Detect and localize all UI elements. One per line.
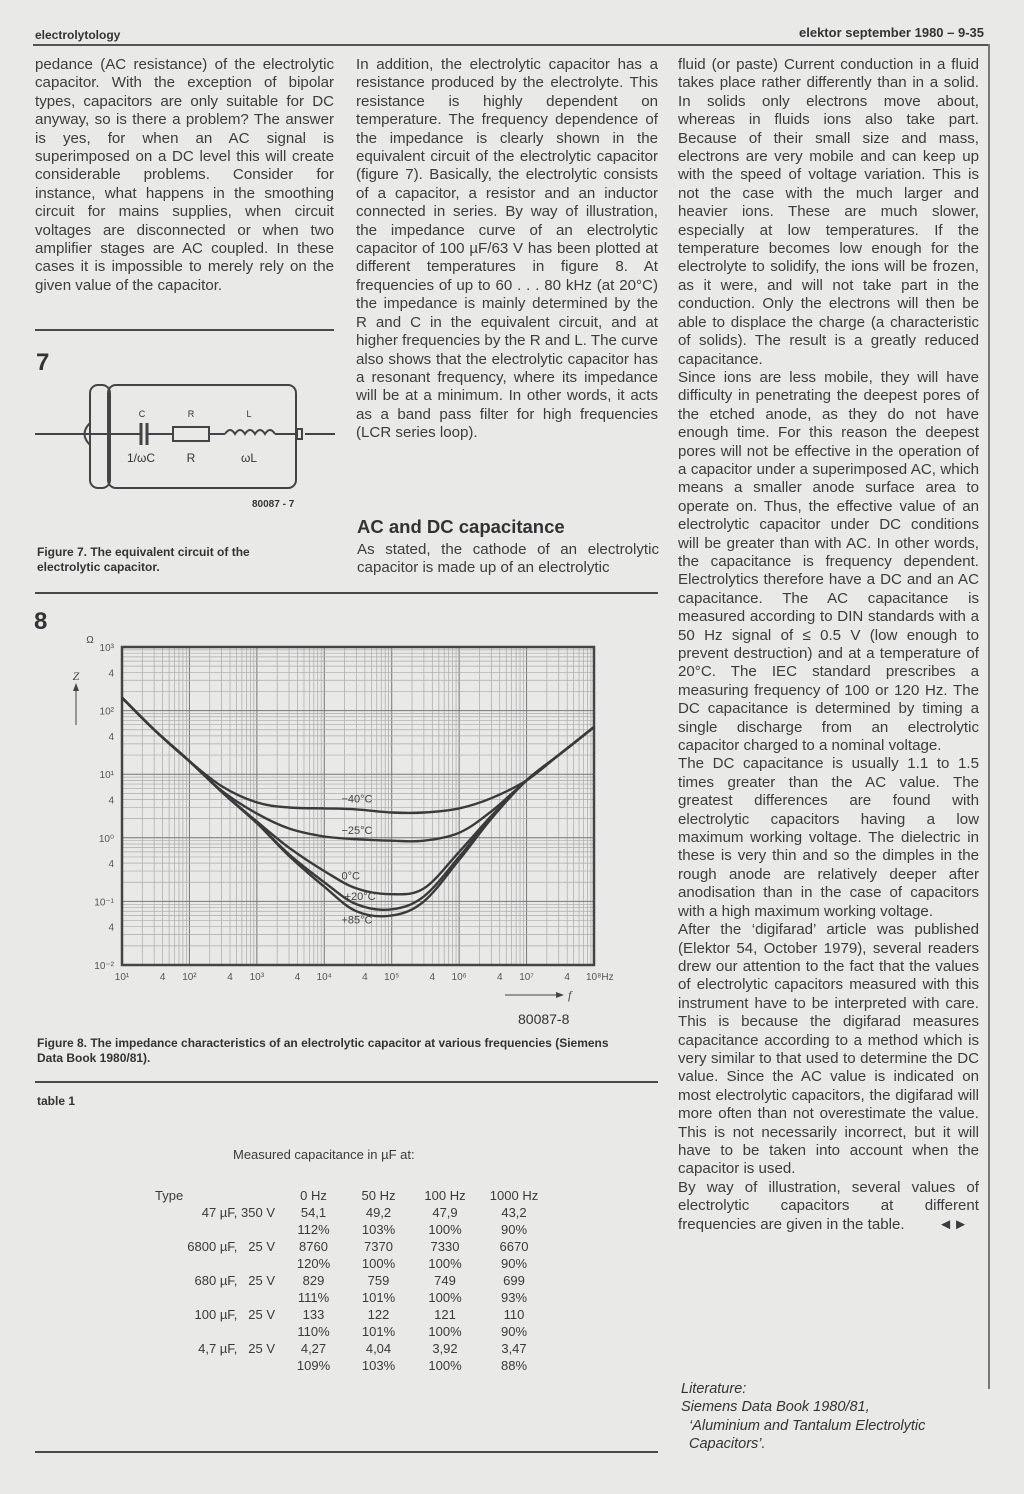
cell-value: 54,1: [300, 1205, 327, 1220]
cell-value: 43,2: [501, 1205, 527, 1220]
cell-percent: 90%: [500, 1222, 528, 1237]
cell-value: 121: [434, 1307, 456, 1322]
label-inductive-reactance: ωL: [240, 451, 258, 465]
y-tick-label: 10³: [99, 643, 114, 654]
running-header-issue: elektor september 1980 – 9-35: [799, 25, 984, 40]
cell-empty: [150, 1357, 281, 1374]
paragraph: pedance (AC resistance) of the electrolytic capacitor. With the exception of bipolar types, capacitors are only suitable for DC anyway, so is there a problem? The answer is yes, for when an AC signal is superimposed on a DC level this will create considerable problems. Consider for instance, what happens in the smoothing circuit for mains supplies, when circuit voltages are disconnected or when two amplifier stages are AC coupled. In these cases it is impossible to merely rely on the given value of the capacitor.: [35, 56, 334, 294]
table-1-rule: [35, 1081, 658, 1083]
table-row-percent: [150, 1357, 549, 1374]
figure-8-impedance-chart: [60, 625, 660, 1015]
cell-value: 7330: [430, 1239, 460, 1254]
cell-type: 47 µF, 350 V: [201, 1205, 275, 1220]
cell-percent: 100%: [428, 1222, 462, 1237]
header-100hz: 100 Hz: [424, 1188, 466, 1203]
figure-8-number: 8: [34, 608, 48, 635]
y-tick-label: 10⁰: [98, 833, 114, 845]
x-axis-arrowhead: [556, 992, 564, 998]
figure-7-number: 7: [36, 349, 50, 376]
y-tick-label: 10¹: [99, 770, 114, 782]
x-tick-label: 10⁶: [451, 972, 467, 983]
section-heading: AC and DC capacitance: [357, 516, 565, 537]
cell-percent: 100%: [428, 1324, 462, 1339]
cell-value: 829: [302, 1273, 325, 1288]
y-tick-label: 4: [108, 731, 114, 743]
x-tick-label: 4: [362, 972, 368, 983]
literature-line: Siemens Data Book 1980/81,: [681, 1399, 870, 1416]
paragraph-text: By way of illustration, several values of electrolytic capacitors at different frequencies are given in the table.: [678, 1178, 979, 1233]
cell-value: 47,9: [432, 1205, 458, 1220]
cell-type: 100 µF, 25 V: [194, 1307, 275, 1322]
paragraph: fluid (or paste) Current conduction in a fluid takes place rather differently than in a solid. In solids only electrons move about, whereas in fluids ions also take part. Because of their small size and mass, electrons are very mobile and can keep up with the speed of voltage variation. This is not the case with the much larger and heavier ions. These are much slower, especially at low temperatures. If the temperature becomes low enough for the electrolyte to solidify, the ions will be frozen, as it were, and will not take part in the conduction. Only the electrons will then be able to displace the charge (a characteristic of solids). The result is a greatly reduced capacitance.: [678, 56, 979, 368]
paragraph: Since ions are less mobile, they will have difficulty in penetrating the deepest pores of the etched anode, as they do not have enough time. For this reason the deepest pores will not be effective in the operation of a capacitor under a superimposed AC, which means a smaller anode surface area to operate on. Thus, the effective value of an electrolytic capacitor under DC conditions will be greater than with AC. In other words, the capacitance is frequency dependent. Electrolytics therefore have a DC and an AC capacitance. The AC capacitance is measured according to DIN standards with a 50 Hz signal of ≤ 0.5 V (low enough to prevent destruction) and at a temperature of 20°C. The IEC standard prescribes a measuring frequency of 100 or 120 Hz. The DC capacitance is determined by timing a single discharge from an electrolytic capacitor charged to a nominal voltage.: [678, 368, 979, 755]
cell-value: 699: [503, 1273, 525, 1288]
cell-empty: [150, 1289, 281, 1306]
table-row: [150, 1204, 549, 1221]
header-0hz: 0 Hz: [300, 1188, 327, 1203]
cell-percent: 103%: [361, 1222, 396, 1237]
table-row-percent: [150, 1323, 549, 1340]
curve-label: −25°C: [341, 824, 373, 837]
table-row: [150, 1272, 549, 1289]
table-row: [150, 1306, 549, 1323]
figure-8-caption: Figure 8. The impedance characteristics of an electrolytic capacitor at various frequencies (Siemens Data Book 1980/81).: [37, 1036, 609, 1065]
y-tick-label: 4: [108, 795, 114, 807]
y-unit-label: Ω: [86, 635, 94, 646]
cell-value: 133: [302, 1307, 325, 1322]
y-tick-label: 10²: [99, 706, 114, 718]
cell-percent: 90%: [500, 1256, 528, 1271]
cell-value: 4,04: [365, 1341, 392, 1356]
x-tick-label: 10⁸Hz: [586, 972, 614, 983]
cell-empty: [150, 1255, 281, 1272]
cell-percent: 112%: [297, 1222, 330, 1237]
cell-percent: 101%: [361, 1290, 396, 1305]
table-row-percent: [150, 1221, 549, 1238]
cell-value: 49,2: [365, 1205, 392, 1220]
cell-percent: 111%: [297, 1290, 330, 1305]
bottom-rule: [35, 1451, 658, 1453]
x-tick-label: 10⁵: [384, 972, 400, 983]
cell-percent: 100%: [428, 1290, 462, 1305]
curve-label: 0°C: [341, 870, 360, 883]
cell-type: 680 µF, 25 V: [194, 1273, 275, 1288]
capacitor-end-terminal: [297, 429, 302, 439]
x-tick-label: 10¹: [114, 972, 130, 983]
curve-label: −40°C: [341, 793, 373, 806]
cell-percent: 120%: [296, 1256, 331, 1271]
cell-value: 7370: [364, 1239, 393, 1254]
cell-type: 4,7 µF, 25 V: [198, 1341, 275, 1356]
figure-8-rule: [35, 592, 658, 594]
label-c: C: [138, 409, 146, 419]
capacitance-table: [150, 1187, 549, 1374]
figure-7-circuit-diagram: [35, 375, 335, 495]
curve-label: +85°C: [341, 914, 373, 927]
x-axis-ticks: [115, 972, 614, 983]
cell-value: 6670: [499, 1239, 529, 1254]
literature-label: Literature:: [681, 1381, 747, 1397]
cell-percent: 100%: [428, 1256, 462, 1271]
column-3-text: [678, 56, 979, 1234]
cell-value: 759: [367, 1273, 390, 1288]
cell-value: 3,92: [432, 1341, 458, 1356]
y-tick-label: 10⁻¹: [94, 897, 114, 909]
cell-value: 8760: [299, 1239, 328, 1254]
cell-percent: 110%: [297, 1324, 330, 1339]
table-row-percent: [150, 1255, 549, 1272]
capacitor-can-outline: [108, 385, 296, 488]
figure-7-rule: [35, 329, 334, 331]
cell-value: 110: [503, 1307, 525, 1322]
paragraph: After the ‘digifarad’ article was published (Elektor 54, October 1979), several readers drew our attention to the fact that the values of electrolytic capacitors measured with this instrument have to be interpreted with care. This is because the digifarad measures capacitance according to a method which is very similar to that used to determine the DC value. Since the AC value is indicated on most electrolytic capacitors, the digifarad will more often than not overestimate the value. This is not necessarily incorrect, but it will have to be taken into account when the capacitor is used.: [678, 921, 979, 1178]
header-50hz: 50 Hz: [361, 1188, 396, 1203]
y-tick-label: 4: [108, 668, 114, 680]
section-paragraph: As stated, the cathode of an electrolytic capacitor is made up of an electrolytic: [357, 541, 659, 577]
x-tick-label: 4: [496, 972, 503, 983]
cell-percent: 109%: [296, 1358, 331, 1373]
cell-percent: 93%: [500, 1290, 528, 1305]
y-tick-label: 10⁻²: [94, 961, 114, 972]
cell-percent: 100%: [361, 1256, 396, 1271]
cell-value: 3,47: [501, 1341, 527, 1356]
figure-7-code: 80087 - 7: [252, 499, 295, 510]
literature-line: ‘Aluminium and Tantalum Electrolytic: [689, 1417, 926, 1434]
label-l: L: [246, 409, 252, 419]
x-tick-label: 4: [227, 972, 233, 983]
cell-empty: [150, 1323, 281, 1340]
cell-type: 6800 µF, 25 V: [187, 1239, 275, 1254]
x-tick-label: 4: [294, 972, 301, 983]
header-1000hz: 1000 Hz: [489, 1188, 539, 1203]
cell-empty: [150, 1221, 281, 1238]
header-type: Type: [155, 1188, 184, 1203]
cell-percent: 90%: [500, 1324, 528, 1339]
cell-percent: 100%: [428, 1358, 462, 1373]
x-tick-label: 4: [159, 972, 166, 983]
label-r: R: [187, 409, 195, 419]
right-border-rule: [988, 44, 990, 1389]
table-row-percent: [150, 1289, 549, 1306]
table-header-row: [150, 1187, 549, 1204]
y-axis-arrowhead: [73, 683, 79, 691]
inductor-symbol: [225, 430, 275, 434]
column-1-text: [35, 56, 334, 295]
x-tick-label: 10³: [249, 972, 265, 983]
y-tick-label: 4: [108, 859, 114, 871]
figure-7-caption: Figure 7. The equivalent circuit of the electrolytic capacitor.: [37, 545, 250, 574]
x-tick-label: 4: [429, 972, 436, 983]
paragraph: The DC capacitance is usually 1.1 to 1.5 times greater than the AC value. The greatest differences are found with electrolytic capacitors having a low maximum working voltage. The dielectric in these is very thin and so the dimples in the rough anode are relatively deeper after anodisation than in the case of capacitors with a high maximum working voltage.: [678, 755, 979, 920]
running-header-section: electrolytology: [35, 28, 121, 42]
figure-8-code: 80087-8: [518, 1011, 570, 1027]
curve-label: +20°C: [344, 891, 376, 904]
cell-value: 749: [434, 1273, 456, 1288]
resistor-symbol: [173, 427, 209, 441]
literature-block: [681, 1380, 925, 1454]
table-1-title: Measured capacitance in µF at:: [233, 1147, 415, 1162]
cell-value: 4,27: [300, 1341, 327, 1356]
y-tick-label: 4: [108, 922, 114, 934]
label-resistance: R: [186, 451, 196, 465]
x-tick-label: 10⁴: [316, 972, 332, 983]
label-capacitive-reactance: 1/ωC: [126, 451, 156, 465]
x-tick-label: 10²: [182, 972, 197, 983]
paragraph: In addition, the electrolytic capacitor has a resistance produced by the electrolyte. This resistance is highly dependent on temperature. The frequency dependence of the impedance is clearly shown in the equivalent circuit of the electrolytic capacitor (figure 7). Basically, the electrolytic consists of a capacitor, a resistor and an inductor connected in series. By way of illustration, the impedance curve of an electrolytic capacitor of 100 µF/63 V has been plotted at different temperatures in figure 8. At frequencies of up to 60 . . . 80 kHz (at 20°C) the impedance is mainly determined by the R and C in the equivalent circuit, and at higher frequencies by the R and L. The curve also shows that the electrolytic capacitor has a resonant frequency, where its impedance will be at a minimum. In other words, it acts as a band pass filter for high frequencies (LCR series loop).: [356, 56, 658, 442]
cell-percent: 88%: [500, 1358, 528, 1373]
cell-percent: 103%: [361, 1358, 396, 1373]
paragraph: [678, 1179, 979, 1234]
x-axis-label: f: [568, 988, 572, 1002]
x-tick-label: 10⁷: [519, 972, 534, 983]
table-row: [150, 1340, 549, 1357]
cell-value: 122: [367, 1307, 390, 1322]
y-axis-label: Z: [72, 669, 80, 683]
x-tick-label: 4: [564, 972, 570, 983]
table-1-label: table 1: [37, 1094, 76, 1108]
end-of-article-icon: ◄►: [938, 1215, 969, 1233]
header-rule: [33, 44, 988, 46]
column-2-text: [356, 56, 658, 443]
literature-line: Capacitors’.: [689, 1436, 766, 1453]
y-axis-ticks: [94, 643, 114, 972]
cell-percent: 101%: [361, 1324, 396, 1339]
table-row: [150, 1238, 549, 1255]
